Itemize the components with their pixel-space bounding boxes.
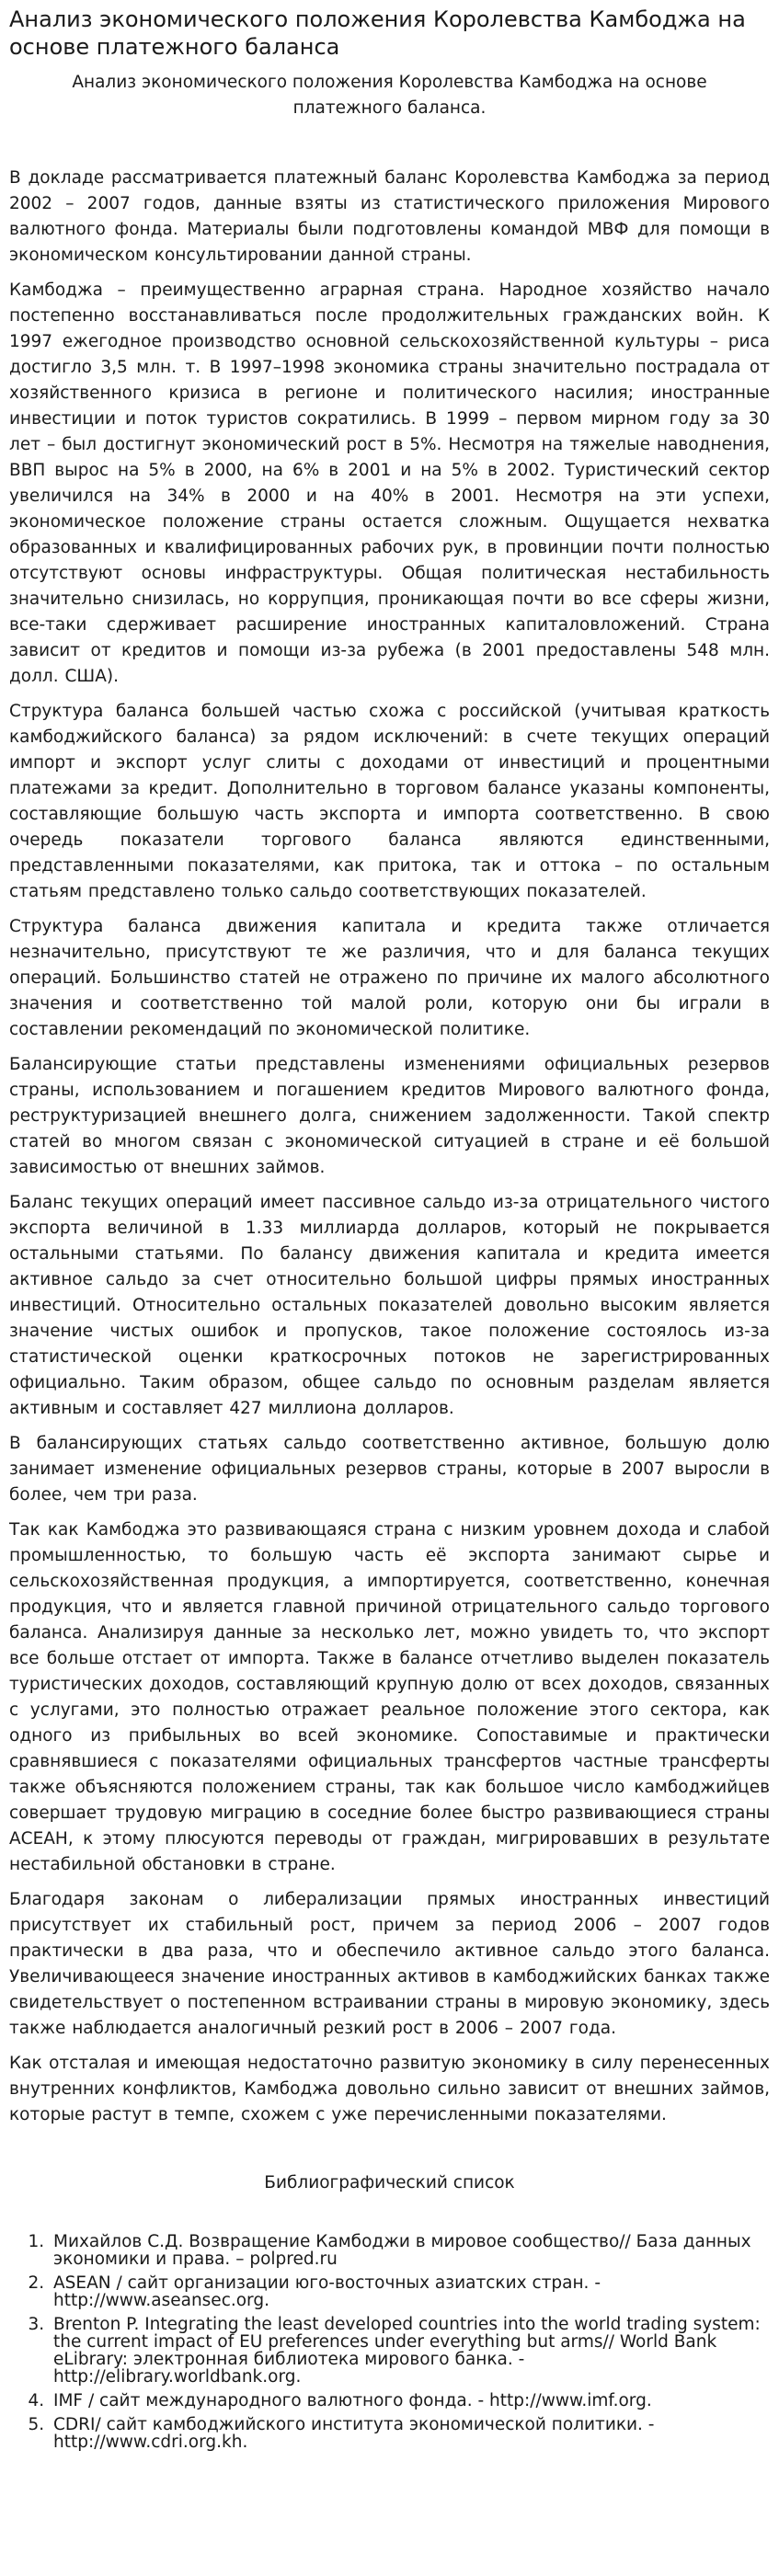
paragraph: В докладе рассматривается платежный баланс Королевства Камбоджа за период 2002 – 2007 годов, данные взяты из статистического приложения Мирового валютного фонда. Материалы были подготовлены командой МВФ для помощи в экономическом консультировании данной страны.: [9, 168, 770, 265]
bibliography-title: Библиографический список: [264, 2173, 515, 2192]
document-body: [9, 166, 770, 2128]
paragraph: Структура баланса большей частью схожа с российской (учитывая краткость камбоджийского баланса) за рядом исключений: в счете текущих операций импорт и экспорт услуг слиты с доходами от инвестиций и процентными платежами за кредит. Дополнительно в торговом балансе указаны компоненты, составляющие большую часть экспорта и импорта соответственно. В свою очередь показатели торгового баланса являются единственными, представленными показателями, как притока, так и оттока – по остальным статьям представлено только сальдо соответствующих показателей.: [9, 702, 770, 901]
paragraph: В балансирующих статьях сальдо соответственно активное, большую долю занимает изменение официальных резервов страны, которые в 2007 выросли в более, чем три раза.: [9, 1434, 770, 1505]
paragraph: Структура баланса движения капитала и кредита также отличается незначительно, присутствуют те же различия, что и для баланса текущих операций. Большинство статей не отражено по причине их малого абсолютного значения и соответственно той малой роли, которую они бы играли в составлении рекомендаций по экономической политике.: [9, 917, 770, 1039]
bibliography-item: 1. Михайлов С.Д. Возвращение Камбоджи в мировое сообщество// База данных экономики и права. – polpred.ru: [50, 2233, 770, 2268]
bibliography-item: 3. Brenton P. Integrating the least developed countries into the world trading system: the current impact of EU preferences under everything but arms// World Bank eLibrary: электронная библиотека мирового банка. - http://elibrary.worldbank.org.: [50, 2316, 770, 2386]
bibliography-item: 2. ASEAN / сайт организации юго-восточных азиатских стран. - http://www.aseansec.org.: [50, 2274, 770, 2309]
paragraph: Балансирующие статьи представлены изменениями официальных резервов страны, использованием и погашением кредитов Мирового валютного фонда, реструктуризацией внешнего долга, снижением задолженности. Такой спектр статей во многом связан с экономической ситуацией в стране и её большой зависимостью от внешних займов.: [9, 1055, 770, 1177]
paragraph: Так как Камбоджа это развивающаяся страна с низким уровнем дохода и слабой промышленностью, то большую часть её экспорта занимают сырье и сельскохозяйственная продукция, а импортируется, соответственно, конечная продукция, что и является главной причиной отрицательного сальдо торгового баланса. Анализируя данные за несколько лет, можно увидеть то, что экспорт все больше отстает от импорта. Также в балансе отчетливо выделен показатель туристических доходов, составляющий крупную долю от всех доходов, связанных с услугами, это полностью отражает реальное положение этого сектора, как одного из прибыльных во всей экономике. Сопоставимые и практически сравнявшиеся с показателями официальных трансфертов частные трансферты также объясняются положением страны, так как большое число камбоджийцев совершает трудовую миграцию в соседние более быстро развивающиеся страны АСЕАН, к этому плюсуются переводы от граждан, мигрировавших в результате нестабильной обстановки в стране.: [9, 1520, 770, 1874]
bibliography-item: 4. IMF / сайт международного валютного фонда. - http://www.imf.org.: [50, 2392, 770, 2410]
bibliography-list: [9, 2233, 770, 2451]
paragraph: Благодаря законам о либерализации прямых иностранных инвестиций присутствует их стабильный рост, причем за период 2006 – 2007 годов практически в два раза, что и обеспечило активное сальдо этого баланса. Увеличивающееся значение иностранных активов в камбоджийских банках также свидетельствует о постепенном встраивании страны в мировую экономику, здесь также наблюдается аналогичный резкий рост в 2006 – 2007 года.: [9, 1890, 770, 2038]
paragraph: Как отсталая и имеющая недостаточно развитую экономику в силу перенесенных внутренних конфликтов, Камбоджа довольно сильно зависит от внешних займов, которые растут в темпе, схожем с уже перечисленными показателями.: [9, 2054, 770, 2124]
paragraph: Баланс текущих операций имеет пассивное сальдо из-за отрицательного чистого экспорта величиной в 1.33 миллиарда долларов, который не покрывается остальными статьями. По балансу движения капитала и кредита имеется активное сальдо за счет относительно большой цифры прямых иностранных инвестиций. Относительно остальных показателей довольно высоким является значение чистых ошибок и пропусков, такое положение состоялось из-за статистической оценки краткосрочных потоков не зарегистрированных официально. Таким образом, общее сальдо по основным разделам является активным и составляет 427 миллиона долларов.: [9, 1193, 770, 1418]
bibliography-item: 5. CDRI/ сайт камбоджийского института экономической политики. - http://www.cdri.org.kh.: [50, 2416, 770, 2451]
document-subtitle: Анализ экономического положения Королевства Камбоджа на основе платежного баланса.: [72, 73, 707, 118]
document-title: Анализ экономического положения Королевства Камбоджа на основе платежного баланса: [9, 6, 746, 60]
paragraph: Камбоджа – преимущественно аграрная страна. Народное хозяйство начало постепенно восстанавливаться после продолжительных гражданских войн. К 1997 ежегодное производство основной сельскохозяйственной культуры – риса достигло 3,5 млн. т. В 1997–1998 экономика страны значительно пострадала от хозяйственного кризиса в регионе и политического насилия; иностранные инвестиции и поток туристов сократились. В 1999 – первом мирном году за 30 лет – был достигнут экономический рост в 5%. Несмотря на тяжелые наводнения, ВВП вырос на 5% в 2000, на 6% в 2001 и на 5% в 2002. Туристический сектор увеличился на 34% в 2000 и на 40% в 2001. Несмотря на эти успехи, экономическое положение страны остается сложным. Ощущается нехватка образованных и квалифицированных рабочих рук, в провинции почти полностью отсутствуют основы инфраструктуры. Общая политическая нестабильность значительно снизилась, но коррупция, проникающая почти во все сферы жизни, все-таки сдерживает расширение иностранных капиталовложений. Страна зависит от кредитов и помощи из-за рубежа (в 2001 предоставлены 548 млн. долл. США).: [9, 280, 770, 686]
